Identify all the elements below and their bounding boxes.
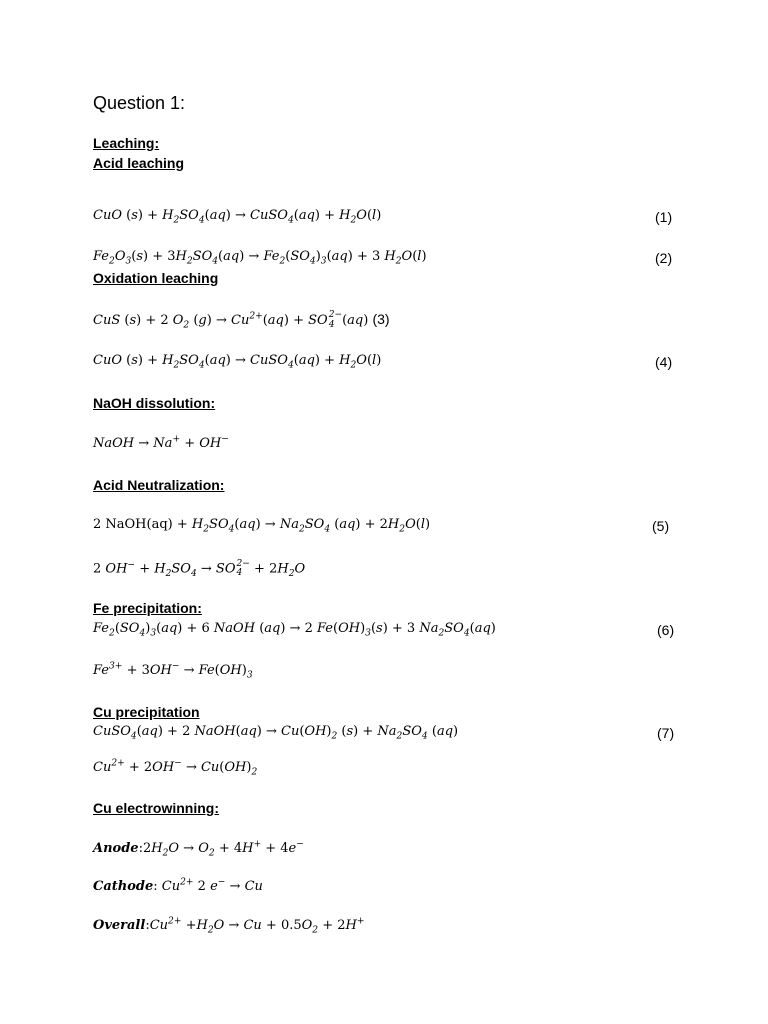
equation-number-3: (3) [372,311,390,327]
equation-4: CuO $(s) + H_2SO_4(aq)$ → CuSO$_4$(aq) + $H_2O(l)$ [93,353,382,371]
equation-cathode: Cathode: $Cu^{2+}$ 2 e− → Cu [93,877,263,894]
heading-cu-electrowinning: Cu electrowinning: [93,800,219,816]
equation-7: CuSO$_4$(aq) + 2 NaOH(aq) → $Cu(OH)_2$ $(s) + Na_2SO_4$ (aq) [93,724,459,742]
equation-number-5: (5) [652,518,670,534]
equation-fe-ionic: $Fe^{3+} + 3OH^- \to Fe(OH)_3$ [93,661,253,681]
equation-number-1: (1) [655,209,673,225]
equation-naoh-dissolution: NaOH → Na+ + OH− [93,434,229,451]
heading-acid-leaching: Acid leaching [93,155,185,171]
equation-ionic-neutralization: 2 $OH^- + H_2SO_4$ → SO 2− 4 + $2H_2O$ [93,559,306,580]
equation-5: 2 NaOH(aq) + $H_2SO_4(aq) \to Na_2SO_4$ $(aq) + 2H_2O(l)$ [93,517,431,535]
overall-label: Overall [93,918,146,933]
heading-cu-precipitation: Cu precipitation [93,704,200,720]
equation-number-6: (6) [657,622,675,638]
equation-1: CuO $(s) + H_2SO_4(aq)$ → CuSO$_4$(aq) + $H_2O(l)$ [93,208,382,226]
equation-6: $Fe_2(SO_4)_3(aq) + 6$ NaOH (aq) → 2 $Fe(OH)_3(s) + 3$ $Na_2SO_4(aq)$ [93,621,496,639]
heading-leaching: Leaching: [93,135,160,151]
equation-number-7: (7) [657,725,675,741]
equation-number-4: (4) [655,354,673,370]
anode-label: Anode [93,841,139,856]
heading-oxidation-leaching: Oxidation leaching [93,270,219,286]
page-title: Question 1: [93,93,186,113]
heading-acid-neutralization: Acid Neutralization: [93,477,225,493]
cathode-label: Cathode [93,879,154,894]
equation-number-2: (2) [655,250,673,266]
equation-anode: $Anode:2H_2O \to O_2 + 4H^+ + 4e^-$ [93,839,304,859]
heading-fe-precipitation: Fe precipitation: [93,600,202,616]
heading-naoh-dissolution: NaOH dissolution: [93,395,216,411]
equation-2: $Fe_2O_3(s) + 3H_2SO_4(aq) \to Fe_2(SO_4)_3(aq) + 3$ $H_2O(l)$ [93,249,427,267]
equation-overall: $Overall:Cu^{2+} +H_2O \to Cu + 0.5O_2 + 2H^+$ [93,916,365,936]
equation-3: CuS (s) + 2 $O_2$ $(g) \to Cu^{2+}(aq)$ + SO 2− 4 (aq) (3) [93,310,390,331]
equation-cu-ionic: $Cu^{2+} + 2OH^- \to Cu(OH)_2$ [93,758,258,778]
